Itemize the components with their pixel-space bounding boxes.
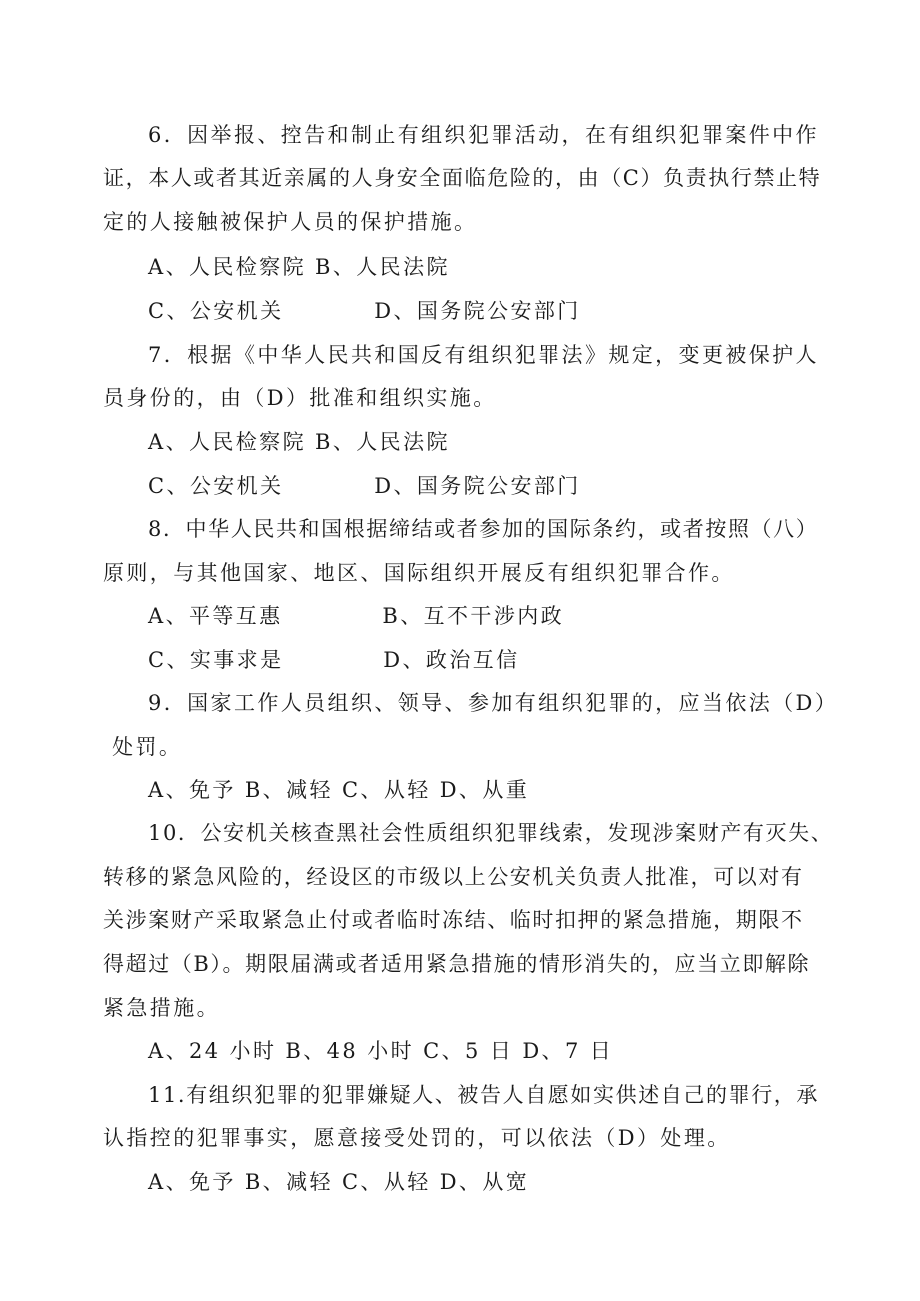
q9-line-2: 处罚。 [103,735,183,759]
q7-options-cd: C、公安机关 D、国务院公安部门 [148,474,581,498]
q6-options-ab: A、人民检察院 B、人民法院 [148,255,450,279]
q8-line-1: 8．中华人民共和国根据缔结或者参加的国际条约，或者按照（八） [148,517,819,541]
q10-line-4: 得超过（B）。期限届满或者适用紧急措施的情形消失的，应当立即解除 [103,952,811,976]
q6-options-cd: C、公安机关 D、国务院公安部门 [148,299,581,323]
q8-line-2: 原则，与其他国家、地区、国际组织开展反有组织犯罪合作。 [103,561,735,585]
q7-line-2: 员身份的，由（D）批准和组织实施。 [103,386,497,410]
q10-options: A、24 小时 B、48 小时 C、5 日 D、7 日 [148,1039,614,1063]
q10-line-3: 关涉案财产采取紧急止付或者临时冻结、临时扣押的紧急措施，期限不 [103,908,804,932]
q6-line-3: 定的人接触被保护人员的保护措施。 [103,210,478,234]
q10-line-2: 转移的紧急风险的，经设区的市级以上公安机关负责人批准，可以对有 [103,865,804,889]
q11-line-1: 11.有组织犯罪的犯罪嫌疑人、被告人自愿如实供述自己的罪行，承 [148,1083,819,1107]
q6-line-2: 证，本人或者其近亲属的人身安全面临危险的，由（C）负责执行禁止特 [103,166,822,190]
q8-options-cd: C、实事求是 D、政治互信 [148,648,520,672]
q8-options-ab: A、平等互惠 B、互不干涉内政 [148,604,565,628]
q11-options: A、免予 B、减轻 C、从轻 D、从宽 [148,1170,530,1194]
q7-options-ab: A、人民检察院 B、人民法院 [148,430,450,454]
q9-line-1: 9．国家工作人员组织、领导、参加有组织犯罪的，应当依法（D） [148,691,839,715]
q7-line-1: 7．根据《中华人民共和国反有组织犯罪法》规定，变更被保护人 [148,343,819,367]
q10-line-5: 紧急措施。 [103,996,220,1020]
q11-line-2: 认指控的犯罪事实，愿意接受处罚的，可以依法（D）处理。 [103,1126,731,1150]
q6-line-1: 6．因举报、控告和制止有组织犯罪活动，在有组织犯罪案件中作 [148,123,819,147]
q9-options: A、免予 B、减轻 C、从轻 D、从重 [148,778,530,802]
q10-line-1: 10．公安机关核查黑社会性质组织犯罪线索，发现涉案财产有灭失、 [148,821,834,845]
